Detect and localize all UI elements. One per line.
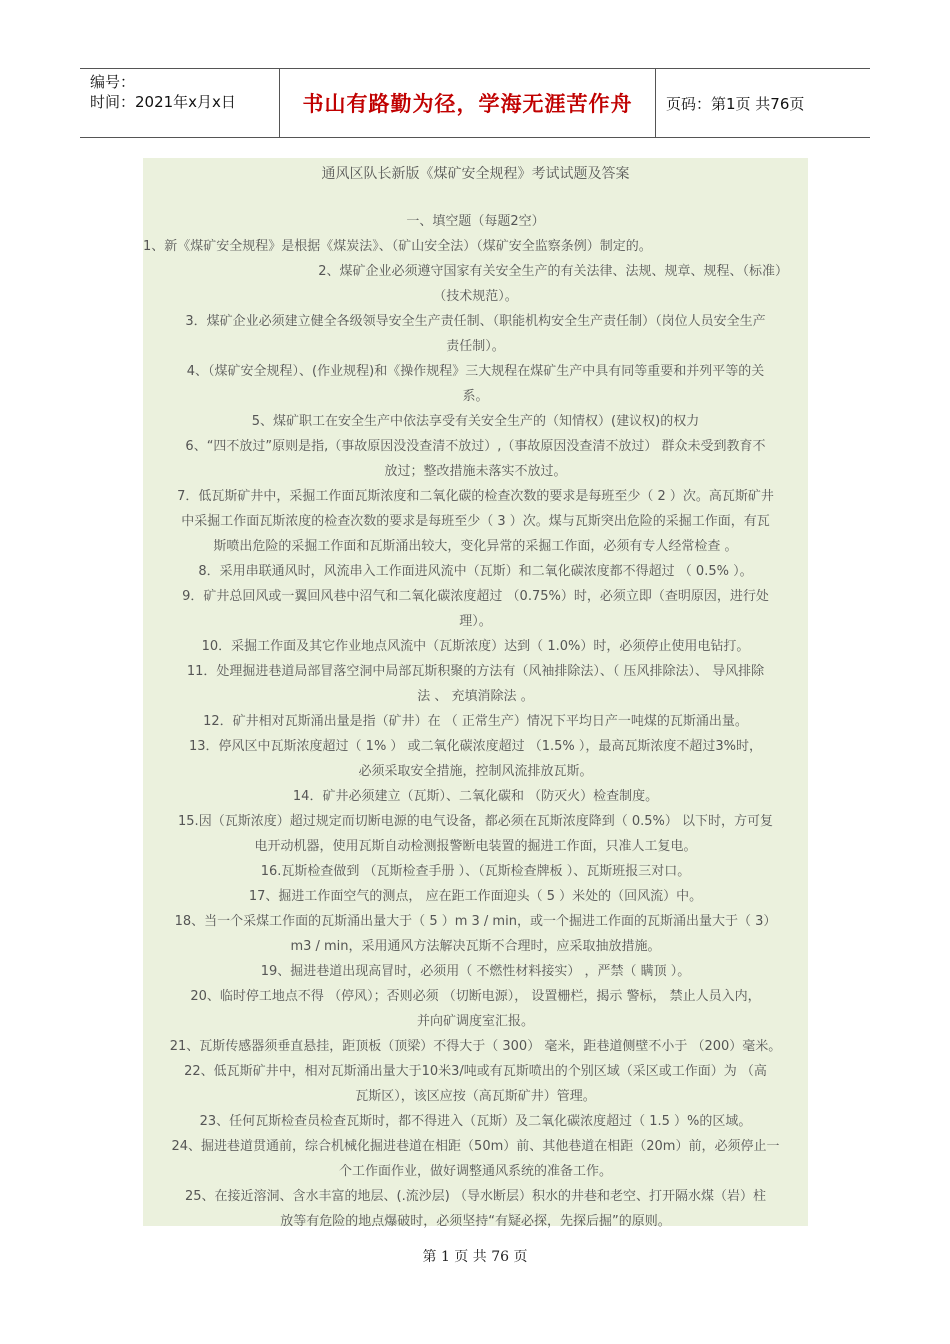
question-line: 责任制）。 <box>446 339 505 354</box>
question-line: 16.瓦斯检查做到 （瓦斯检查手册 ）、（瓦斯检查牌板 ）、瓦斯班报三对口。 <box>260 864 691 879</box>
question-line: 1、新《煤矿安全规程》是根据《煤炭法》、（矿山安全法）（煤矿安全监察条例）制定的。 <box>143 239 652 254</box>
question-line: 法 、 充填消除法 。 <box>417 689 534 704</box>
page-header <box>80 68 870 138</box>
section-heading: 一、填空题（每题2空） <box>406 214 545 229</box>
question-line: 24、掘进巷道贯通前，综合机械化掘进巷道在相距（50m）前、其他巷道在相距（20m）前，必须停止一 <box>171 1139 780 1154</box>
question-line: 2、煤矿企业必须遵守国家有关安全生产的有关法律、法规、规章、规程、（标准） <box>318 264 788 279</box>
question-line: 瓦斯区），该区应按（高瓦斯矿井）管理。 <box>355 1089 596 1104</box>
question-line: （技术规范）。 <box>433 289 518 304</box>
question-line: 个工作面作业，做好调整通风系统的准备工作。 <box>338 1164 612 1179</box>
motto: 书山有路勤为径，学海无涯苦作舟 <box>302 92 633 116</box>
header-meta <box>80 69 280 137</box>
time-label: 时间：2021年x月x日 <box>90 93 236 111</box>
document-body <box>143 158 808 1229</box>
question-line: 斯喷出危险的采掘工作面和瓦斯涌出较大，变化异常的采掘工作面，必须有专人经常检查 。 <box>213 539 738 554</box>
question-line: 8．采用串联通风时，风流串入工作面进风流中（瓦斯）和二氧化碳浓度都不得超过 （ 0.5% ）。 <box>198 564 753 579</box>
question-line: 10．采掘工作面及其它作业地点风流中（瓦斯浓度）达到（ 1.0%）时，必须停止使用电钻打。 <box>201 639 750 654</box>
question-line: 18、当一个采煤工作面的瓦斯涌出量大于（ 5 ）m 3 / min，或一个掘进工作面的瓦斯涌出量大于（ 3） <box>174 914 777 929</box>
question-line: 22、低瓦斯矿井中，相对瓦斯涌出量大于10米3/吨或有瓦斯喷出的个别区域（采区或工作面）为 （高 <box>184 1064 767 1079</box>
question-line: 25、在接近溶洞、含水丰富的地层、(.流沙层) （导水断层）积水的井巷和老空、打开隔水煤（岩）柱 <box>185 1189 766 1204</box>
question-line: 电开动机器，使用瓦斯自动检测报警断电装置的掘进工作面，只准人工复电。 <box>254 839 697 854</box>
question-line: 理）。 <box>459 614 492 629</box>
question-line: 20、临时停工地点不得 （停风）；否则必须 （切断电源）， 设置栅栏，揭示 警标， 禁止人员入内， <box>190 989 761 1004</box>
question-line: 7．低瓦斯矿井中，采掘工作面瓦斯浓度和二氧化碳的检查次数的要求是每班至少（ 2 ）次。高瓦斯矿井 <box>177 489 774 504</box>
question-line: 11．处理掘进巷道局部冒落空洞中局部瓦斯积聚的方法有（风袖排除法）、（ 压风排除法）、 导风排除 <box>186 664 765 679</box>
question-line: m3 / min，采用通风方法解决瓦斯不合理时，应采取抽放措施。 <box>290 939 661 954</box>
question-line: 放过；整改措施未落实不放过。 <box>384 464 567 479</box>
header-motto-cell <box>280 69 656 137</box>
question-line: 6、“四不放过”原则是指,（事故原因没没查清不放过）,（事故原因没查清不放过） 群众未受到教育不 <box>185 439 766 454</box>
question-line: 4、（煤矿安全规程）、(作业规程)和《操作规程》三大规程在煤矿生产中具有同等重要和并列平等的关 <box>186 364 765 379</box>
document-title: 通风区队长新版《煤矿安全规程》考试试题及答案 <box>321 166 630 182</box>
question-line: 23、任何瓦斯检查员检查瓦斯时，都不得进入（瓦斯）及二氧化碳浓度超过（ 1.5 ）%的区域。 <box>199 1114 752 1129</box>
question-line: 12．矿井相对瓦斯涌出量是指（矿井）在 （ 正常生产）情况下平均日产一吨煤的瓦斯涌出量。 <box>203 714 748 729</box>
question-line: 19、掘进巷道出现高冒时，必须用（ 不燃性材料接实） ，严禁（ 瞒顶 ）。 <box>260 964 691 979</box>
question-line: 必须采取安全措施，控制风流排放瓦斯。 <box>358 764 593 779</box>
page-info: 页码：第1页 共76页 <box>666 94 805 113</box>
question-line: 17、掘进工作面空气的测点， 应在距工作面迎头（ 5 ）米处的（回风流）中。 <box>248 889 703 904</box>
question-line: 14．矿井必须建立（瓦斯）、二氧化碳和 （防灭火）检查制度。 <box>292 789 659 804</box>
question-line: 5、煤矿职工在安全生产中依法享受有关安全生产的（知情权）(建议权)的权力 <box>251 414 700 429</box>
question-line: 9．矿井总回风或一翼回风巷中沼气和二氧化碳浓度超过 （0.75%）时，必须立即（查明原因，进行处 <box>182 589 769 604</box>
number-label: 编号： <box>90 73 136 91</box>
question-line: 放等有危险的地点爆破时，必须坚持“有疑必探，先探后掘”的原则。 <box>280 1214 671 1229</box>
question-line: 系。 <box>462 389 489 404</box>
question-list <box>143 234 808 1234</box>
question-line: 并向矿调度室汇报。 <box>416 1014 534 1029</box>
question-line: 3．煤矿企业必须建立健全各级领导安全生产责任制、（职能机构安全生产责任制）（岗位人员安全生产 <box>185 314 766 329</box>
page-footer: 第 1 页 共 76 页 <box>422 1249 528 1265</box>
question-line: 15.因（瓦斯浓度）超过规定而切断电源的电气设备，都必须在瓦斯浓度降到（ 0.5%） 以下时，方可复 <box>178 814 773 829</box>
question-line: 21、瓦斯传感器须垂直悬挂，距顶板（顶梁）不得大于（ 300） 毫米，距巷道侧壁不小于 （200）毫米。 <box>169 1039 782 1054</box>
question-line: 13．停风区中瓦斯浓度超过（ 1% ） 或二氧化碳浓度超过 （1.5% ），最高瓦斯浓度不超过3%时， <box>189 739 762 754</box>
question-line: 中采掘工作面瓦斯浓度的检查次数的要求是每班至少（ 3 ）次。煤与瓦斯突出危险的采掘工作面，有瓦 <box>181 514 770 529</box>
